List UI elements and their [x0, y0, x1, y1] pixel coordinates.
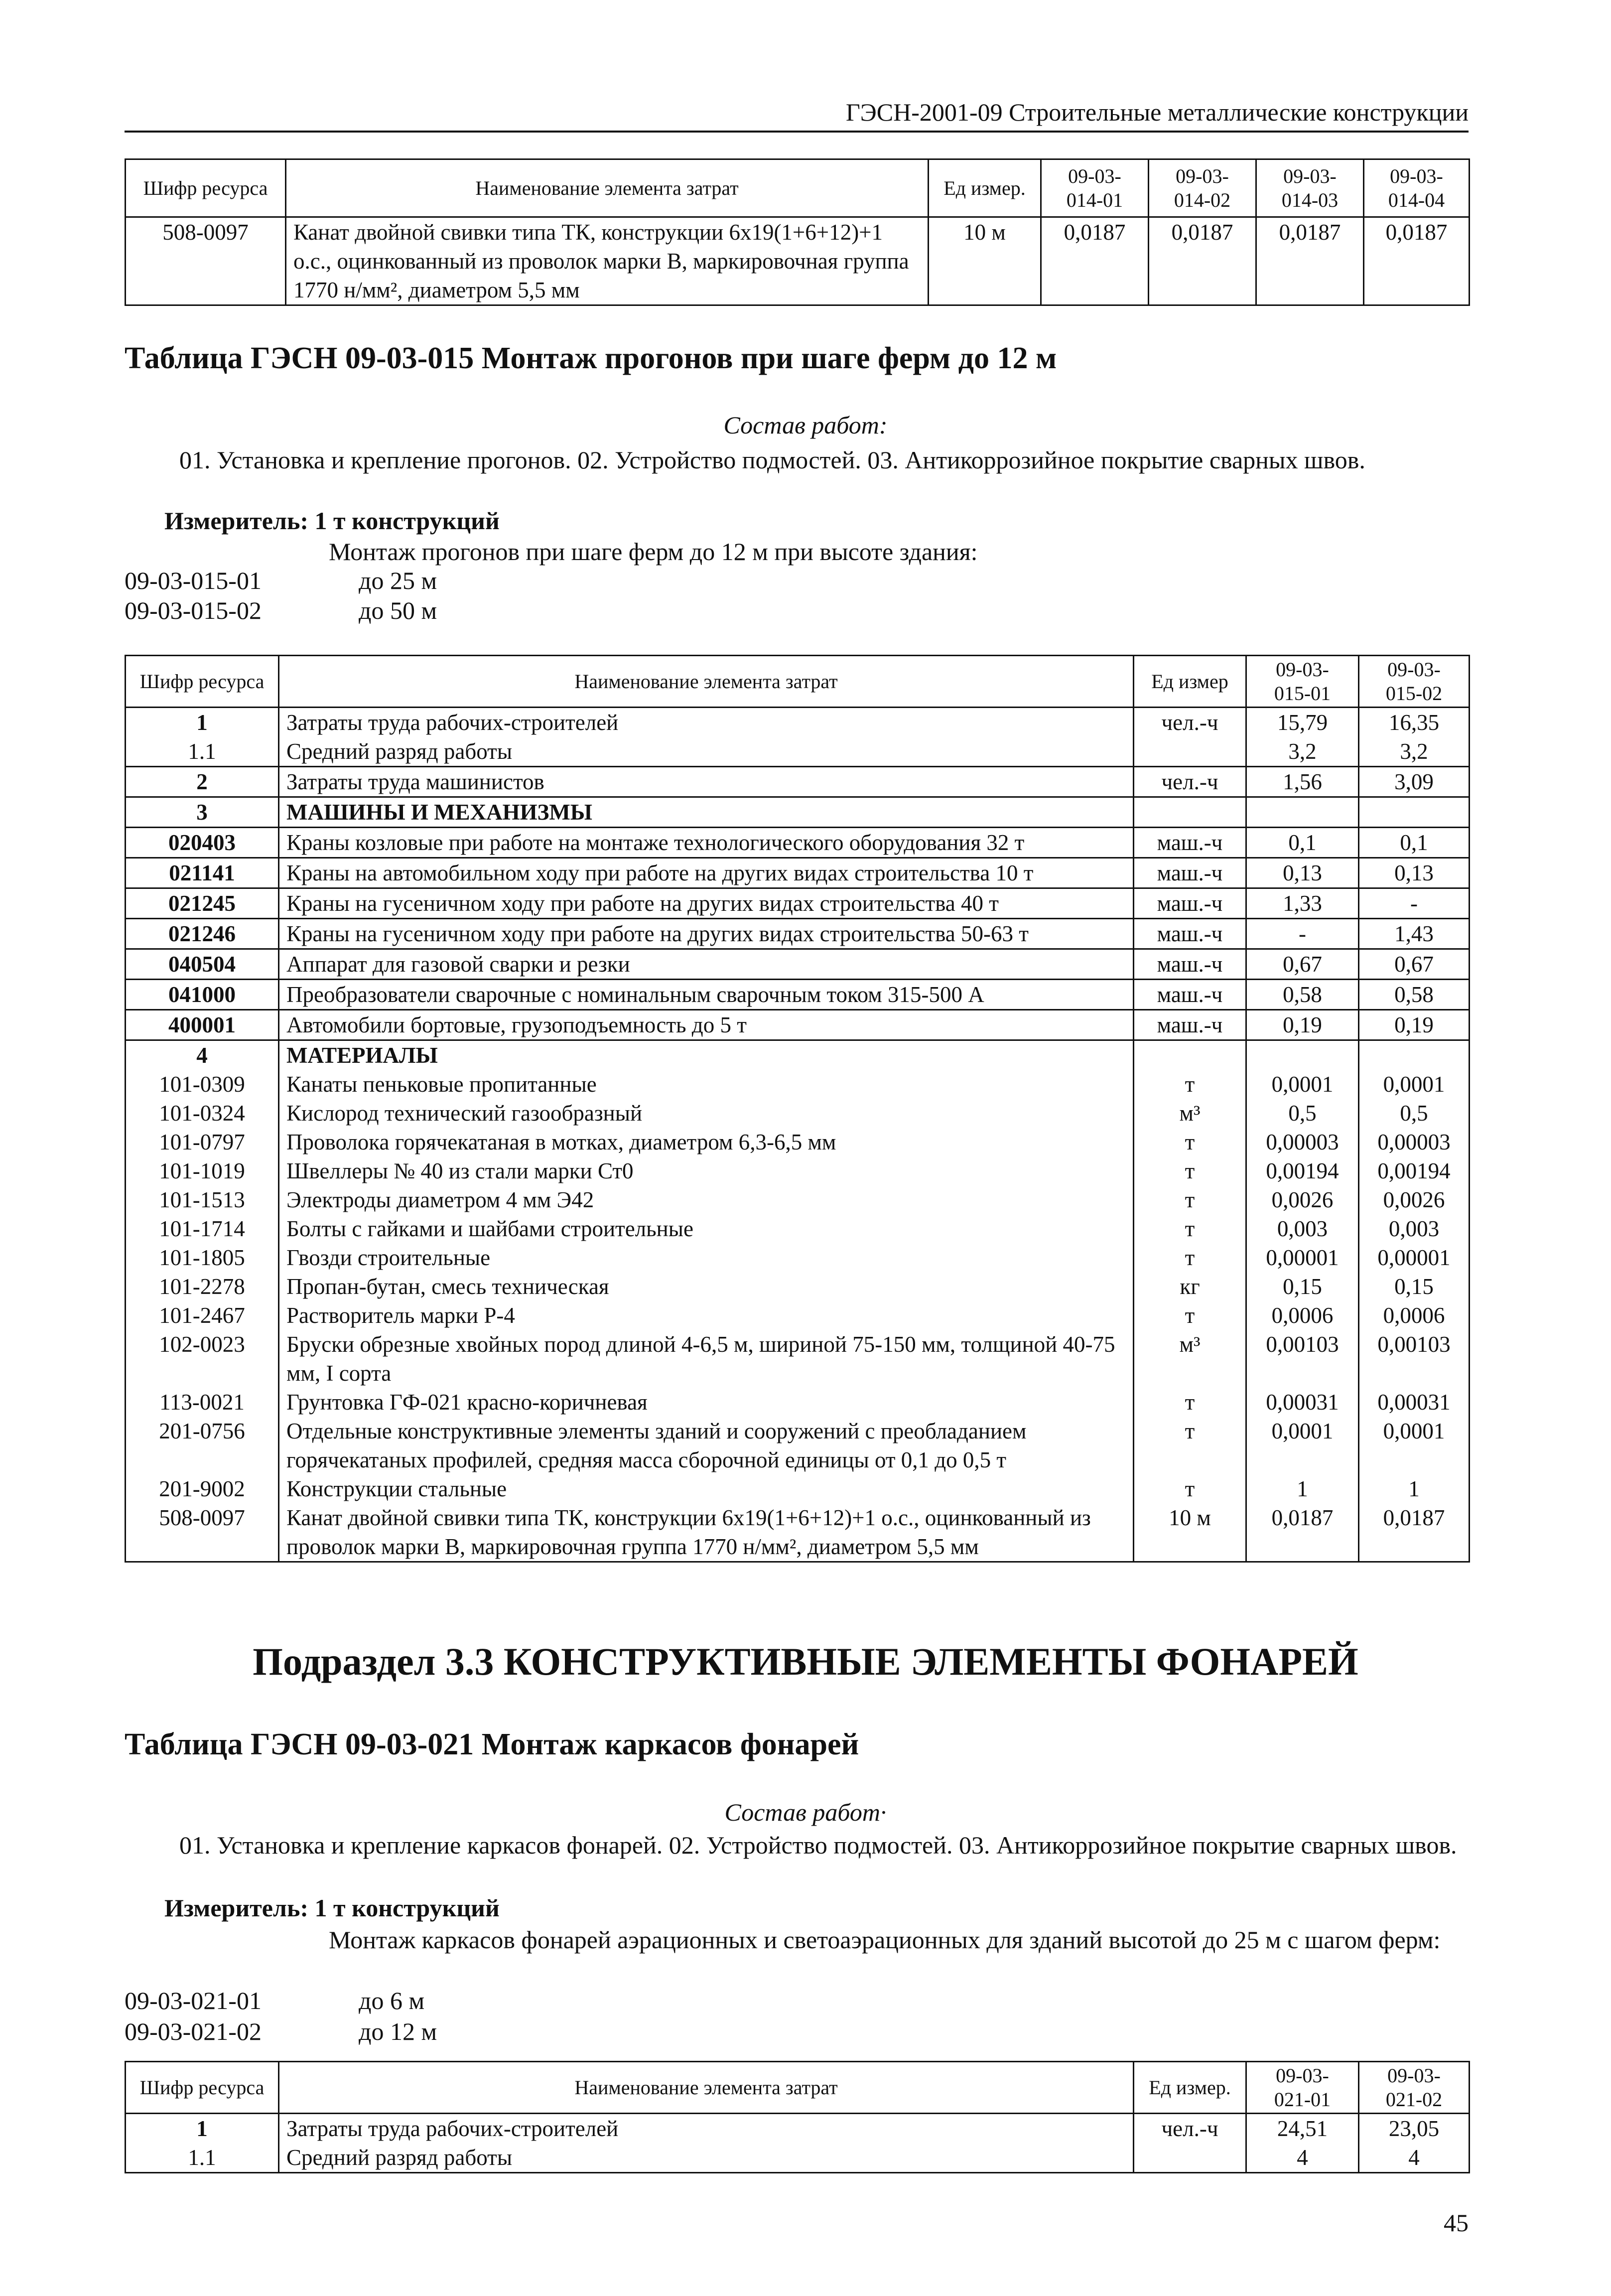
- table-row: [126, 737, 1470, 767]
- cell-value: 4: [1246, 2143, 1359, 2173]
- table-title-021: Таблица ГЭСН 09-03-021 Монтаж каркасов фонарей: [125, 1727, 859, 1761]
- cell-name: Затраты труда рабочих-строителей: [279, 708, 1134, 737]
- cell-name: Преобразователи сварочные с номинальным сварочным током 315-500 А: [279, 980, 1134, 1010]
- cell-value: 1,33: [1246, 888, 1359, 919]
- cell-unit: т: [1134, 1070, 1246, 1099]
- cell-name: Автомобили бортовые, грузоподъемность до 5 т: [279, 1010, 1134, 1040]
- cell-value: 0,67: [1359, 949, 1470, 980]
- table-row: [126, 2114, 1470, 2144]
- cell-value: 0,00194: [1359, 1156, 1470, 1185]
- col-header-name: Наименование элемента затрат: [279, 656, 1134, 708]
- cell-code: 113-0021: [126, 1388, 279, 1417]
- cell-name: Краны козловые при работе на монтаже технологического оборудования 32 т: [279, 828, 1134, 858]
- cell-unit: т: [1134, 1301, 1246, 1330]
- cell-unit: маш.-ч: [1134, 949, 1246, 980]
- cell-value: 0,00003: [1246, 1128, 1359, 1156]
- table-row: [126, 1156, 1470, 1185]
- cell-value: 0,0187: [1246, 1503, 1359, 1562]
- measure-unit: Измеритель: 1 т конструкций: [164, 1894, 500, 1922]
- cell-value: 0,0187: [1149, 217, 1256, 305]
- table-row: [126, 980, 1470, 1010]
- cell-code: 1.1: [126, 2143, 279, 2173]
- norm-code: 09-03-015-02: [125, 596, 262, 624]
- col-header-norm: 09-03- 021-01: [1246, 2062, 1359, 2114]
- cell-value: 0,0026: [1246, 1185, 1359, 1214]
- cell-code: 101-2467: [126, 1301, 279, 1330]
- table-09-03-014-continuation: [125, 158, 1470, 306]
- cell-value: 0,0001: [1246, 1417, 1359, 1474]
- cell-value: [1359, 797, 1470, 828]
- cell-code: 021245: [126, 888, 279, 919]
- table-row: [126, 1243, 1470, 1272]
- col-header-norm: 09-03- 015-02: [1359, 656, 1470, 708]
- cell-value: 0,0006: [1246, 1301, 1359, 1330]
- cell-unit: т: [1134, 1474, 1246, 1503]
- table-row: [126, 1272, 1470, 1301]
- norms-subtitle: Монтаж прогонов при шаге ферм до 12 м при высоте здания:: [329, 538, 978, 566]
- cell-code: 4: [126, 1040, 279, 1070]
- composition-label: Состав работ·: [724, 1798, 887, 1826]
- cell-name: Краны на гусеничном ходу при работе на других видах строительства 40 т: [279, 888, 1134, 919]
- cell-name: Пропан-бутан, смесь техническая: [279, 1272, 1134, 1301]
- cell-unit: [1134, 2143, 1246, 2173]
- cell-unit: [1134, 737, 1246, 767]
- cell-value: 0,0001: [1359, 1417, 1470, 1474]
- cell-code: 101-1019: [126, 1156, 279, 1185]
- cell-value: 0,15: [1359, 1272, 1470, 1301]
- cell-code: 102-0023: [126, 1330, 279, 1388]
- cell-code: 508-0097: [126, 1503, 279, 1562]
- cell-name: МАШИНЫ И МЕХАНИЗМЫ: [279, 797, 1134, 828]
- cell-unit: т: [1134, 1417, 1246, 1474]
- cell-value: 3,2: [1359, 737, 1470, 767]
- norms-subtitle: Монтаж каркасов фонарей аэрационных и светоаэрационных для зданий высотой до 25 м с шагом ферм:: [329, 1926, 1441, 1954]
- cell-unit: маш.-ч: [1134, 828, 1246, 858]
- cell-name: МАТЕРИАЛЫ: [279, 1040, 1134, 1070]
- cell-value: 1,56: [1246, 767, 1359, 797]
- cell-code: 101-2278: [126, 1272, 279, 1301]
- cell-value: -: [1246, 919, 1359, 949]
- cell-value: 0,0026: [1359, 1185, 1470, 1214]
- cell-value: 0,58: [1246, 980, 1359, 1010]
- col-header-code: Шифр ресурса: [126, 2062, 279, 2114]
- cell-code: 1: [126, 2114, 279, 2144]
- cell-name: Канат двойной свивки типа ТК, конструкции 6х19(1+6+12)+1 о.с., оцинкованный из проволок марки В, маркировочная группа 1770 н/мм², диаметром 5,5 мм: [279, 1503, 1134, 1562]
- cell-value: 0,0187: [1041, 217, 1149, 305]
- cell-unit: т: [1134, 1128, 1246, 1156]
- col-header-code: Шифр ресурса: [126, 656, 279, 708]
- cell-value: 0,00031: [1359, 1388, 1470, 1417]
- table-09-03-015: [125, 655, 1470, 1563]
- cell-unit: маш.-ч: [1134, 1010, 1246, 1040]
- page-number: 45: [1444, 2209, 1469, 2237]
- cell-unit: т: [1134, 1156, 1246, 1185]
- cell-code: 400001: [126, 1010, 279, 1040]
- table-row: [126, 919, 1470, 949]
- cell-unit: м³: [1134, 1099, 1246, 1128]
- cell-name: Швеллеры № 40 из стали марки Ст0: [279, 1156, 1134, 1185]
- cell-value: 1: [1359, 1474, 1470, 1503]
- table-row: [126, 1301, 1470, 1330]
- cell-name: Средний разряд работы: [279, 737, 1134, 767]
- table-row: [126, 1503, 1470, 1562]
- cell-code: 021246: [126, 919, 279, 949]
- table-row: [126, 1010, 1470, 1040]
- cell-value: [1246, 1040, 1359, 1070]
- cell-value: [1359, 1040, 1470, 1070]
- cell-value: 0,00194: [1246, 1156, 1359, 1185]
- table-row: [126, 217, 1470, 305]
- col-header-norm: 09-03- 014-02: [1149, 159, 1256, 217]
- cell-name: Гвозди строительные: [279, 1243, 1134, 1272]
- table-row: [126, 1417, 1470, 1474]
- cell-value: 0,00001: [1359, 1243, 1470, 1272]
- cell-value: 0,00103: [1359, 1330, 1470, 1388]
- cell-unit: маш.-ч: [1134, 858, 1246, 888]
- cell-value: 0,0187: [1256, 217, 1364, 305]
- cell-unit: 10 м: [929, 217, 1041, 305]
- cell-unit: т: [1134, 1388, 1246, 1417]
- table-row: [126, 828, 1470, 858]
- table-row: [126, 1099, 1470, 1128]
- table-row: [126, 1388, 1470, 1417]
- col-header-norm: 09-03- 015-01: [1246, 656, 1359, 708]
- cell-name: Краны на гусеничном ходу при работе на других видах строительства 50-63 т: [279, 919, 1134, 949]
- table-row: [126, 797, 1470, 828]
- cell-value: 0,0001: [1359, 1070, 1470, 1099]
- cell-value: 0,003: [1359, 1214, 1470, 1243]
- cell-value: 0,003: [1246, 1214, 1359, 1243]
- table-row: [126, 858, 1470, 888]
- cell-value: 0,00031: [1246, 1388, 1359, 1417]
- cell-value: 23,05: [1359, 2114, 1470, 2144]
- cell-code: 101-0324: [126, 1099, 279, 1128]
- cell-name: Отдельные конструктивные элементы зданий и сооружений с преобладанием горячекатаных профилей, средняя масса сборочной единицы от 0,1 до 0,5 т: [279, 1417, 1134, 1474]
- cell-value: 24,51: [1246, 2114, 1359, 2144]
- cell-value: 0,19: [1246, 1010, 1359, 1040]
- cell-unit: 10 м: [1134, 1503, 1246, 1562]
- cell-unit: чел.-ч: [1134, 2114, 1246, 2144]
- cell-unit: м³: [1134, 1330, 1246, 1388]
- norm-desc: до 25 м: [359, 567, 437, 594]
- table-row: [126, 1474, 1470, 1503]
- col-header-norm: 09-03- 014-04: [1364, 159, 1470, 217]
- cell-name: Проволока горячекатаная в мотках, диаметром 6,3-6,5 мм: [279, 1128, 1134, 1156]
- cell-code: 101-1513: [126, 1185, 279, 1214]
- cell-unit: кг: [1134, 1272, 1246, 1301]
- col-header-name: Наименование элемента затрат: [279, 2062, 1134, 2114]
- cell-code: 101-1805: [126, 1243, 279, 1272]
- cell-code: 021141: [126, 858, 279, 888]
- cell-value: 0,0187: [1364, 217, 1470, 305]
- cell-name: Затраты труда рабочих-строителей: [279, 2114, 1134, 2144]
- norm-desc: до 12 м: [359, 2017, 437, 2045]
- cell-value: 0,1: [1359, 828, 1470, 858]
- cell-name: Электроды диаметром 4 мм Э42: [279, 1185, 1134, 1214]
- cell-value: 0,00003: [1359, 1128, 1470, 1156]
- col-header-code: Шифр ресурса: [126, 159, 286, 217]
- cell-code: 1.1: [126, 737, 279, 767]
- subsection-title: Подраздел 3.3 КОНСТРУКТИВНЫЕ ЭЛЕМЕНТЫ ФОНАРЕЙ: [253, 1640, 1358, 1683]
- cell-value: 3,2: [1246, 737, 1359, 767]
- cell-value: 0,58: [1359, 980, 1470, 1010]
- col-header-norm: 09-03- 021-02: [1359, 2062, 1470, 2114]
- cell-name: Канат двойной свивки типа ТК, конструкции 6х19(1+6+12)+1 о.с., оцинкованный из проволок марки В, маркировочная группа 1770 н/мм², диаметром 5,5 мм: [286, 217, 929, 305]
- composition-text: 01. Установка и крепление прогонов. 02. Устройство подмостей. 03. Антикоррозийное покрытие сварных швов.: [179, 446, 1365, 474]
- cell-code: 201-0756: [126, 1417, 279, 1474]
- table-row: [126, 1214, 1470, 1243]
- cell-code: 020403: [126, 828, 279, 858]
- header-rule: [125, 131, 1469, 133]
- cell-value: 0,00001: [1246, 1243, 1359, 1272]
- cell-code: 1: [126, 708, 279, 737]
- table-09-03-021: [125, 2061, 1470, 2173]
- cell-code: 101-0309: [126, 1070, 279, 1099]
- cell-value: 0,19: [1359, 1010, 1470, 1040]
- cell-name: Средний разряд работы: [279, 2143, 1134, 2173]
- cell-code: 508-0097: [126, 217, 286, 305]
- table-row: [126, 888, 1470, 919]
- cell-value: 3,09: [1359, 767, 1470, 797]
- cell-name: Растворитель марки Р-4: [279, 1301, 1134, 1330]
- table-row: [126, 1185, 1470, 1214]
- cell-value: 0,0001: [1246, 1070, 1359, 1099]
- cell-unit: маш.-ч: [1134, 980, 1246, 1010]
- running-header: ГЭСН-2001-09 Строительные металлические конструкции: [845, 98, 1469, 126]
- col-header-name: Наименование элемента затрат: [286, 159, 929, 217]
- cell-value: 16,35: [1359, 708, 1470, 737]
- cell-code: 2: [126, 767, 279, 797]
- cell-name: Затраты труда машинистов: [279, 767, 1134, 797]
- cell-code: 3: [126, 797, 279, 828]
- table-row: [126, 1330, 1470, 1388]
- cell-value: 0,5: [1359, 1099, 1470, 1128]
- cell-unit: [1134, 1040, 1246, 1070]
- cell-name: Аппарат для газовой сварки и резки: [279, 949, 1134, 980]
- cell-name: Бруски обрезные хвойных пород длиной 4-6,5 м, шириной 75-150 мм, толщиной 40-75 мм, I сорта: [279, 1330, 1134, 1388]
- cell-unit: т: [1134, 1214, 1246, 1243]
- cell-unit: чел.-ч: [1134, 767, 1246, 797]
- cell-name: Кислород технический газообразный: [279, 1099, 1134, 1128]
- table-row: [126, 1070, 1470, 1099]
- cell-value: 0,0187: [1359, 1503, 1470, 1562]
- norm-code: 09-03-021-02: [125, 2017, 262, 2045]
- cell-code: 040504: [126, 949, 279, 980]
- cell-value: 0,67: [1246, 949, 1359, 980]
- composition-label: Состав работ:: [723, 411, 888, 439]
- cell-value: 0,0006: [1359, 1301, 1470, 1330]
- measure-unit: Измеритель: 1 т конструкций: [164, 507, 500, 535]
- table-row: [126, 1128, 1470, 1156]
- cell-name: Грунтовка ГФ-021 красно-коричневая: [279, 1388, 1134, 1417]
- cell-value: 1,43: [1359, 919, 1470, 949]
- cell-unit: [1134, 797, 1246, 828]
- table-row: [126, 1040, 1470, 1070]
- cell-value: 0,00103: [1246, 1330, 1359, 1388]
- cell-unit: маш.-ч: [1134, 888, 1246, 919]
- col-header-unit: Ед измер.: [1134, 2062, 1246, 2114]
- cell-value: -: [1359, 888, 1470, 919]
- norm-code: 09-03-015-01: [125, 567, 262, 594]
- table-row: [126, 2143, 1470, 2173]
- norm-desc: до 6 м: [359, 1987, 425, 2014]
- cell-value: 0,13: [1246, 858, 1359, 888]
- cell-value: 4: [1359, 2143, 1470, 2173]
- composition-text: 01. Установка и крепление каркасов фонарей. 02. Устройство подмостей. 03. Антикоррозийное покрытие сварных швов.: [179, 1831, 1457, 1859]
- col-header-norm: 09-03- 014-03: [1256, 159, 1364, 217]
- cell-unit: т: [1134, 1185, 1246, 1214]
- cell-name: Конструкции стальные: [279, 1474, 1134, 1503]
- cell-code: 101-0797: [126, 1128, 279, 1156]
- cell-unit: маш.-ч: [1134, 919, 1246, 949]
- cell-code: 101-1714: [126, 1214, 279, 1243]
- cell-name: Канаты пеньковые пропитанные: [279, 1070, 1134, 1099]
- cell-unit: чел.-ч: [1134, 708, 1246, 737]
- cell-value: 0,15: [1246, 1272, 1359, 1301]
- cell-unit: т: [1134, 1243, 1246, 1272]
- cell-value: 0,13: [1359, 858, 1470, 888]
- cell-value: 0,5: [1246, 1099, 1359, 1128]
- col-header-norm: 09-03- 014-01: [1041, 159, 1149, 217]
- col-header-unit: Ед измер.: [929, 159, 1041, 217]
- table-row: [126, 708, 1470, 737]
- norm-desc: до 50 м: [359, 596, 437, 624]
- table-row: [126, 949, 1470, 980]
- cell-name: Краны на автомобильном ходу при работе на других видах строительства 10 т: [279, 858, 1134, 888]
- cell-code: 041000: [126, 980, 279, 1010]
- cell-value: 1: [1246, 1474, 1359, 1503]
- table-title-015: Таблица ГЭСН 09-03-015 Монтаж прогонов при шаге ферм до 12 м: [125, 341, 1057, 375]
- cell-code: 201-9002: [126, 1474, 279, 1503]
- table-row: [126, 767, 1470, 797]
- cell-value: 15,79: [1246, 708, 1359, 737]
- cell-value: 0,1: [1246, 828, 1359, 858]
- col-header-unit: Ед измер: [1134, 656, 1246, 708]
- norm-code: 09-03-021-01: [125, 1987, 262, 2014]
- cell-name: Болты с гайками и шайбами строительные: [279, 1214, 1134, 1243]
- cell-value: [1246, 797, 1359, 828]
